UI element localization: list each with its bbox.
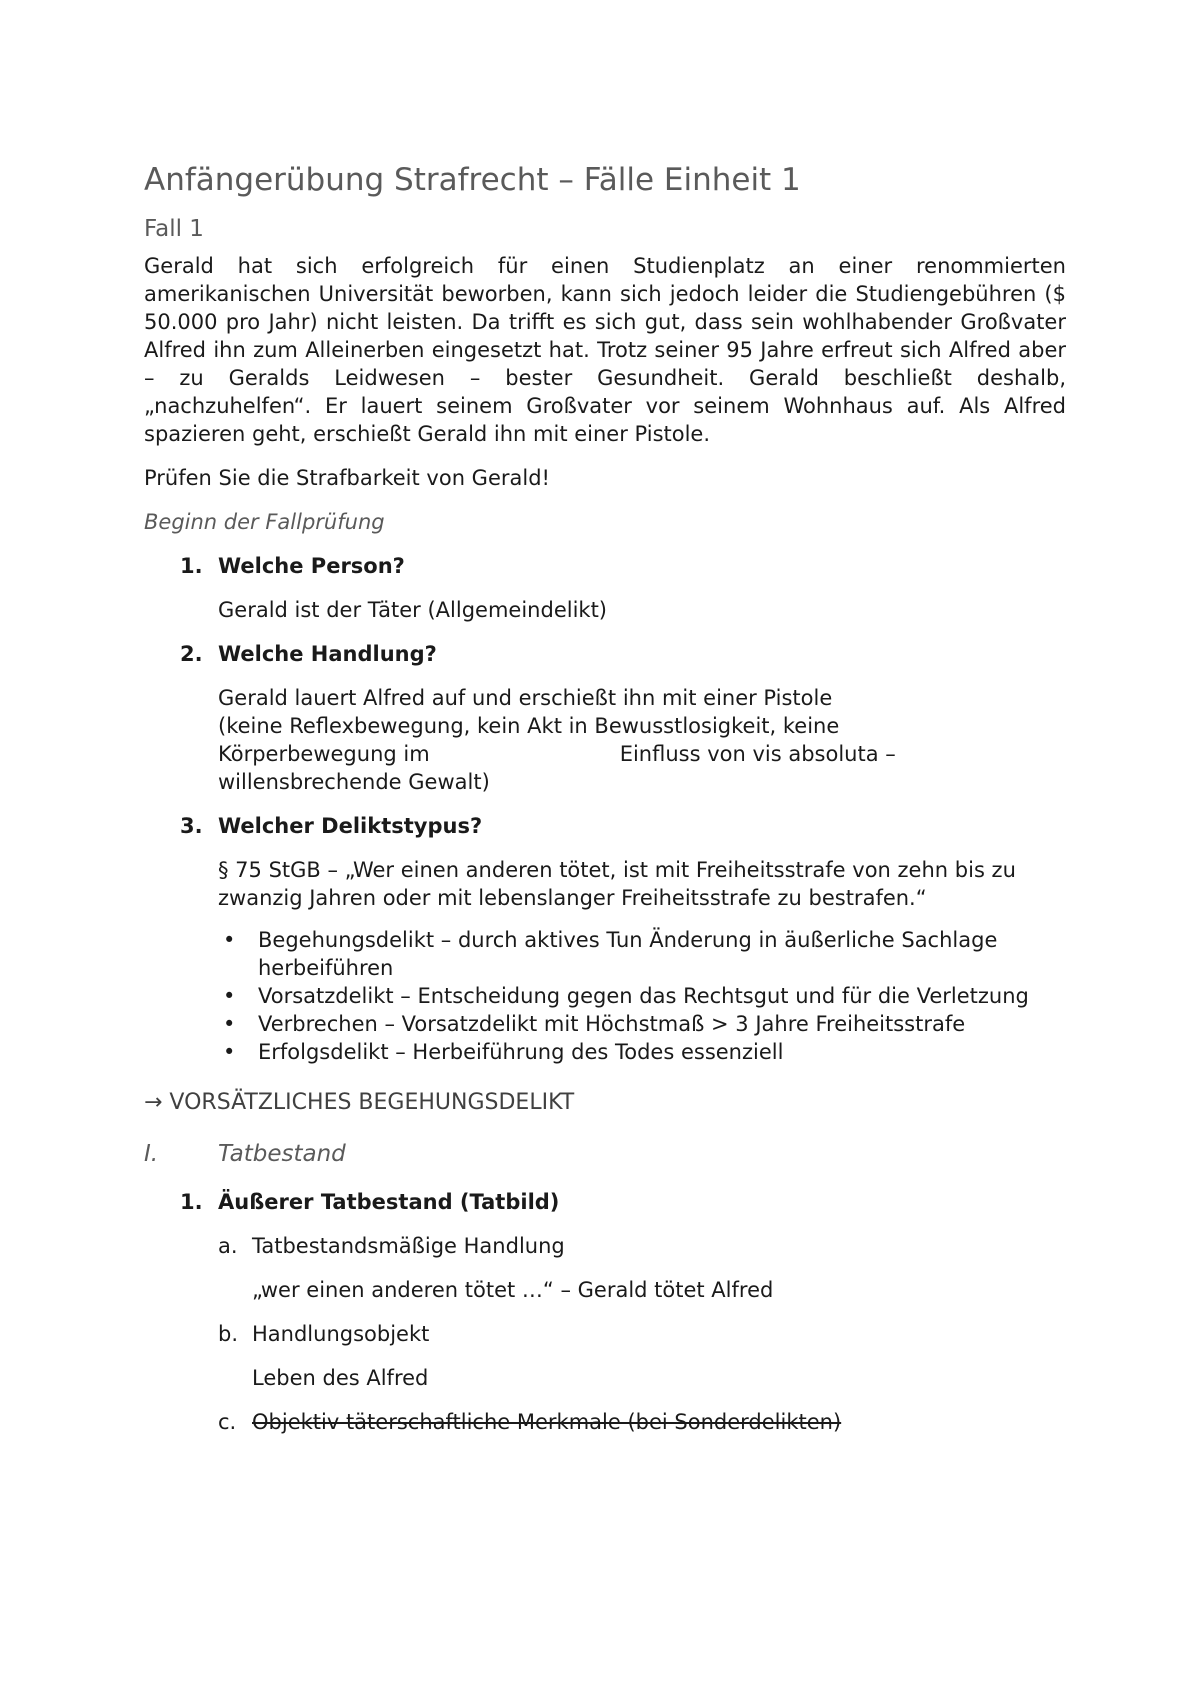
list-item: • Vorsatzdelikt – Entscheidung gegen das Rechtsgut und für die Verletzung <box>223 984 1029 1008</box>
conclusion-heading: → VORSÄTZLICHES BEGEHUNGSDELIKT <box>144 1090 575 1115</box>
document-body <box>144 160 1066 1436</box>
section-i-label: Tatbestand <box>218 1141 346 1167</box>
document-title: Anfängerübung Strafrecht – Fälle Einheit 1 <box>144 162 801 198</box>
task-text: Prüfen Sie die Strafbarkeit von Gerald! <box>144 466 550 490</box>
section-i-heading <box>144 1138 1066 1170</box>
item-a-heading <box>144 1232 1066 1260</box>
question-1-number: 1. <box>180 554 203 578</box>
begin-heading: Beginn der Fallprüfung <box>144 510 385 534</box>
item-c-heading <box>144 1408 1066 1436</box>
item-c-label: Objektiv täterschaftliche Merkmale (bei Sonderdelikten) <box>252 1410 842 1434</box>
item-a-label: Tatbestandsmäßige Handlung <box>252 1234 565 1258</box>
question-2-heading <box>144 640 1066 668</box>
case-text: Gerald hat sich erfolgreich für einen Studienplatz an einer renommierten amerikanischen Universität beworben, kann sich jedoch leider die Studiengebühren ($ 50.000 pro Jahr) nicht leisten. Da trifft es sich gut, dass sein wohlhabender Großvater Alfred ihn zum Alleinerben eingesetzt hat. Trotz seiner 95 Jahre erfreut sich Alfred aber – zu Geralds Leidwesen – bester Gesundheit. Gerald beschließt deshalb, „nachzuhelfen“. Er lauert seinem Großvater vor seinem Wohnhaus auf. Als Alfred spazieren geht, erschießt Gerald ihn mit einer Pistole. <box>144 254 1066 446</box>
question-2-line-3a: Körperbewegung im <box>218 742 430 766</box>
subsection-1-label: Äußerer Tatbestand (Tatbild) <box>218 1190 560 1214</box>
case-heading: Fall 1 <box>144 216 204 242</box>
section-i-number: I. <box>144 1141 159 1167</box>
question-1-heading <box>144 552 1066 580</box>
subsection-1-number: 1. <box>180 1190 203 1214</box>
question-2-line-1: Gerald lauert Alfred auf und erschießt ihn mit einer Pistole <box>218 686 833 710</box>
bullet-icon: • <box>223 1012 236 1036</box>
question-2-answer <box>144 684 1066 796</box>
subsection-1-heading <box>144 1188 1066 1216</box>
item-b-heading <box>144 1320 1066 1348</box>
question-3-number: 3. <box>180 814 203 838</box>
question-2-line-3 <box>218 740 1066 768</box>
question-1-answer: Gerald ist der Täter (Allgemeindelikt) <box>218 598 607 622</box>
delict-type-list <box>144 926 1066 1066</box>
item-a-letter: a. <box>218 1234 238 1258</box>
list-item: • Begehungsdelikt – durch aktives Tun Änderung in äußerliche Sachlage herbeiführen <box>223 928 998 980</box>
question-2-line-3b: Einfluss von vis absoluta – <box>619 742 896 766</box>
item-c-letter: c. <box>218 1410 237 1434</box>
bullet-icon: • <box>223 928 236 952</box>
bullet-icon: • <box>223 984 236 1008</box>
question-1-label: Welche Person? <box>218 554 405 578</box>
item-b-text: Leben des Alfred <box>252 1366 429 1390</box>
item-b-letter: b. <box>218 1322 239 1346</box>
list-item: • Erfolgsdelikt – Herbeiführung des Todes essenziell <box>223 1040 784 1064</box>
question-2-label: Welche Handlung? <box>218 642 437 666</box>
list-item: • Verbrechen – Vorsatzdelikt mit Höchstmaß > 3 Jahre Freiheitsstrafe <box>223 1012 966 1036</box>
question-3-heading <box>144 812 1066 840</box>
question-2-line-2: (keine Reflexbewegung, kein Akt in Bewusstlosigkeit, keine <box>218 714 840 738</box>
question-2-number: 2. <box>180 642 203 666</box>
question-2-line-4: willensbrechende Gewalt) <box>218 770 490 794</box>
item-b-label: Handlungsobjekt <box>252 1322 430 1346</box>
item-a-text: „wer einen anderen tötet …“ – Gerald tötet Alfred <box>252 1278 774 1302</box>
statute-quote: § 75 StGB – „Wer einen anderen tötet, ist mit Freiheitsstrafe von zehn bis zu zwanzig Jahren oder mit lebenslanger Freiheitsstrafe zu bestrafen.“ <box>218 858 1016 910</box>
bullet-icon: • <box>223 1040 236 1064</box>
question-3-label: Welcher Deliktstypus? <box>218 814 483 838</box>
